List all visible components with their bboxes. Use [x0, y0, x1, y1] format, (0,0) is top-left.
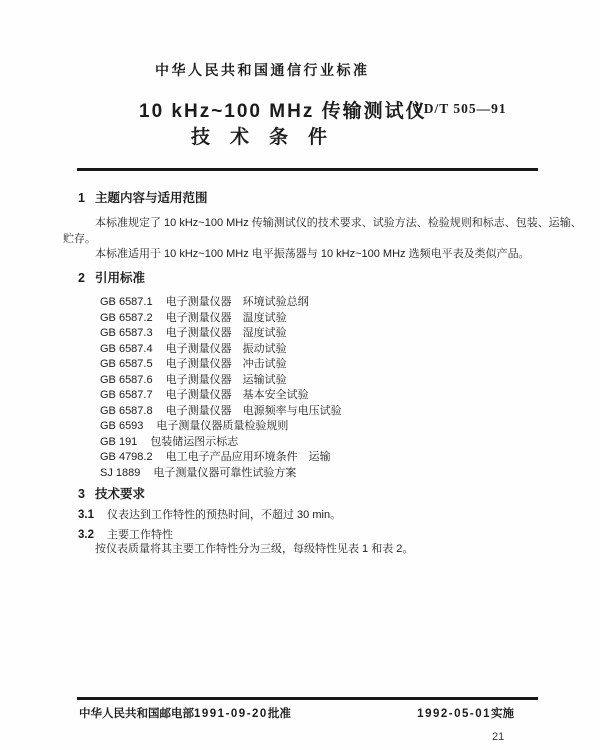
section-2-heading: [78, 271, 145, 287]
reference-title: 电子测量仪器 湿度试验: [165, 327, 287, 339]
reference-code: GB 6587.1: [100, 296, 153, 308]
reference-code: GB 6587.4: [100, 342, 153, 355]
page-number: 21: [492, 731, 505, 743]
reference-code: GB 6593: [100, 420, 144, 432]
reference-code: GB 6587.7: [100, 389, 153, 401]
reference-title: 电子测量仪器 基本安全试验: [165, 389, 309, 401]
list-item: [100, 450, 342, 466]
reference-title: 电子测量仪器 环境试验总纲: [165, 296, 309, 308]
clause-3-1: [78, 508, 341, 523]
list-item: [100, 419, 342, 435]
reference-title: 电工电子产品应用环境条件 运输: [165, 451, 331, 463]
list-item: [100, 311, 342, 327]
list-item: [100, 357, 342, 373]
list-item: [100, 342, 342, 358]
section-1-number: 1: [78, 191, 85, 205]
section-1-title: 主题内容与适用范围: [94, 191, 208, 205]
reference-title: 电子测量仪器 振动试验: [165, 342, 287, 355]
approval-suffix: 批准: [267, 708, 291, 720]
section-3-paragraph: 按仪表质量将其主要工作特性分为三级，每级特性见表 1 和表 2。: [95, 543, 414, 555]
approval-org: 中华人民共和国邮电部: [79, 708, 194, 720]
reference-title: 电子测量仪器 冲击试验: [165, 358, 287, 370]
reference-code: GB 6587.3: [100, 327, 153, 339]
reference-title: 电子测量仪器 电源频率与电压试验: [165, 404, 342, 417]
section-2-title: 引用标准: [94, 271, 145, 285]
list-item: [100, 326, 342, 342]
reference-code: GB 4798.2: [100, 451, 153, 463]
reference-title: 电子测量仪器可靠性试验方案: [153, 466, 297, 479]
document-title-line2: 技术条件: [191, 127, 348, 148]
reference-code: GB 191: [100, 435, 138, 448]
reference-title: 电子测量仪器质量检验规则: [156, 420, 289, 432]
section-1-heading: [78, 191, 207, 207]
section-1-paragraph-1-line-2: 贮存。: [63, 233, 96, 245]
implementation-statement: [417, 707, 514, 721]
clause-3-1-number: 3.1: [78, 509, 94, 521]
reference-title: 电子测量仪器 运输试验: [165, 373, 287, 386]
list-item: [100, 295, 342, 311]
list-item: [100, 388, 342, 404]
implementation-date: 1992-05-01: [417, 708, 491, 720]
section-3-heading: [78, 487, 145, 503]
referenced-standards-list: [100, 295, 342, 481]
approval-statement: [79, 707, 291, 721]
clause-3-2-number: 3.2: [78, 529, 94, 541]
implementation-suffix: 实施: [491, 708, 514, 720]
reference-title: 电子测量仪器 温度试验: [165, 311, 287, 324]
header-divider-rule: [77, 168, 538, 171]
standard-number: YD/T 505—91: [413, 101, 507, 116]
reference-code: GB 6587.5: [100, 358, 153, 370]
reference-code: GB 6587.6: [100, 373, 153, 386]
section-3-number: 3: [78, 487, 85, 501]
document-title-line1: 10 kHz~100 MHz 传输测试仪: [139, 101, 427, 122]
reference-title: 包装储运图示标志: [150, 435, 239, 448]
reference-code: SJ 1889: [100, 466, 141, 479]
clause-3-1-text: 仪表达到工作特性的预热时间，不超过 30 min。: [107, 509, 342, 521]
clause-3-2: [78, 528, 173, 543]
section-1-paragraph-2: 本标准适用于 10 kHz~100 MHz 电平振荡器与 10 kHz~100 MHz 选频电平表及类似产品。: [95, 248, 530, 260]
footer-divider-rule: [77, 697, 538, 700]
reference-code: GB 6587.8: [100, 404, 153, 417]
list-item: [100, 404, 342, 420]
clause-3-2-text: 主要工作特性: [107, 529, 173, 541]
section-1-paragraph-1-line-1: 本标准规定了 10 kHz~100 MHz 传输测试仪的技术要求、试验方法、检验规则和标志、包装、运输、: [95, 217, 582, 229]
list-item: [100, 435, 342, 451]
standard-body-name: 中华人民共和国通信行业标准: [155, 62, 370, 78]
list-item: [100, 373, 342, 389]
section-3-title: 技术要求: [94, 487, 145, 501]
reference-code: GB 6587.2: [100, 311, 153, 324]
approval-date: 1991-09-20: [194, 708, 268, 720]
list-item: [100, 466, 342, 482]
section-2-number: 2: [78, 271, 85, 285]
